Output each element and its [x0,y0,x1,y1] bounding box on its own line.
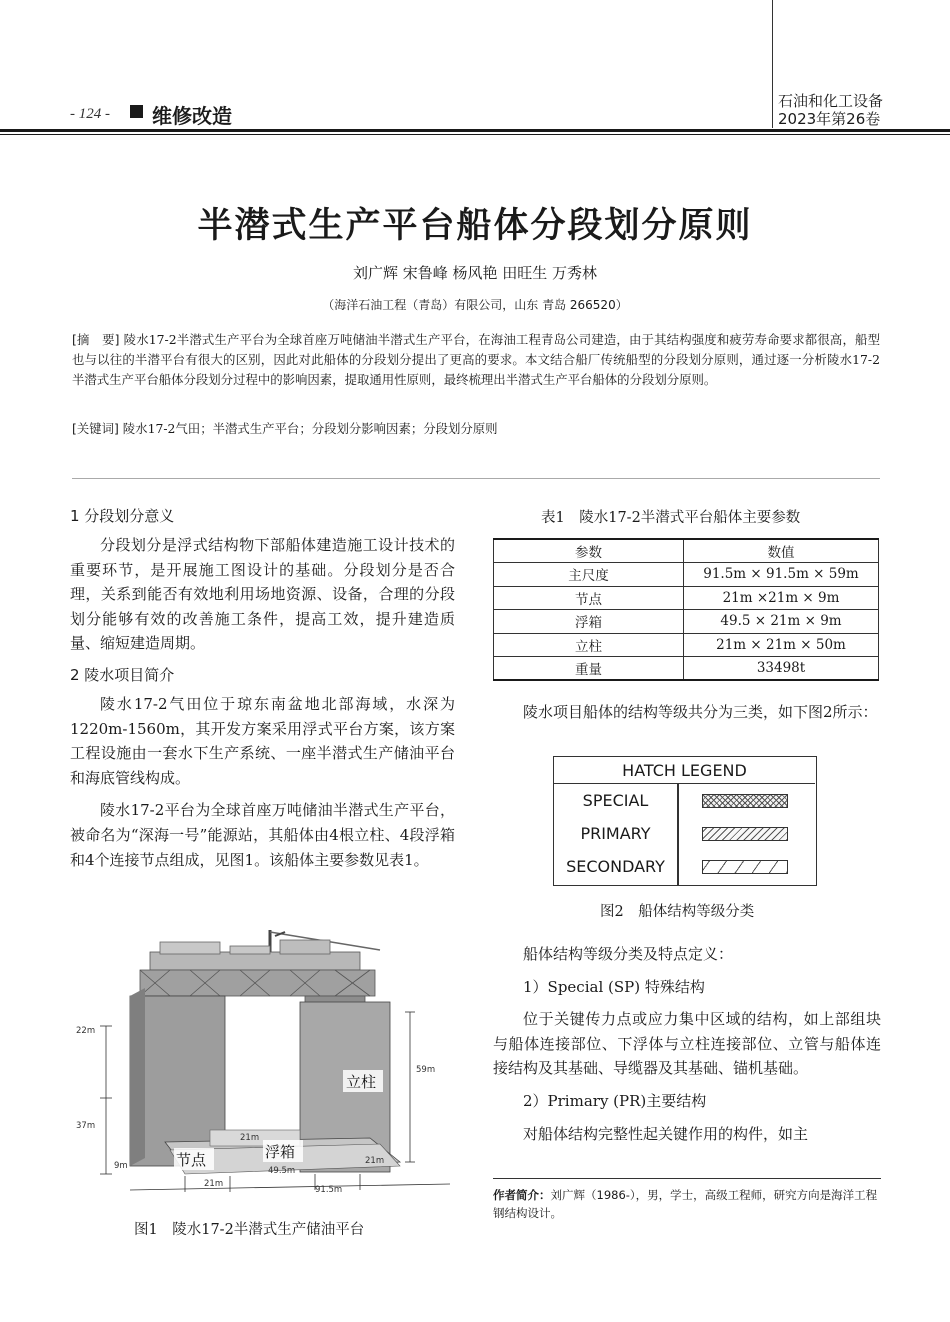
table-row [494,610,879,634]
table-cell: 91.5m × 91.5m × 59m [684,563,879,587]
header-rule-thin [0,134,950,135]
table-cell: 33498t [684,657,879,681]
legend-label-secondary: SECONDARY [566,857,665,876]
table-row [494,633,879,657]
article-title: 半潜式生产平台船体分段划分原则 [197,206,753,246]
article-affiliation: （海洋石油工程（青岛）有限公司，山东 青岛 266520） [322,298,628,312]
grade-definition-intro: 船体结构等级分类及特点定义： [523,945,734,963]
legend-title: HATCH LEGEND [554,757,815,784]
table-header-cell: 数值 [684,539,879,563]
dim-21m-right: 21m [365,1156,385,1166]
dim-9m: 9m [114,1161,128,1171]
keywords [72,419,880,439]
platform-render [70,922,465,1197]
table-cell: 浮箱 [494,610,684,634]
hatch-legend [553,756,817,886]
footnote-rule [493,1178,881,1179]
table-cell: 主尺度 [494,563,684,587]
primary-hatch-swatch [702,827,788,841]
dim-91-5m: 91.5m [315,1185,343,1195]
article-authors: 刘广辉 宋鲁峰 杨风艳 田旺生 万秀林 [352,264,598,282]
table-row [494,586,879,610]
legend-label-primary: PRIMARY [580,824,651,843]
abstract-separator [72,478,880,479]
dim-49-5m: 49.5m [268,1166,296,1176]
left-column [70,505,455,880]
table-cell: 节点 [494,586,684,610]
dim-21m-bottom: 21m [204,1179,224,1189]
right-column-lower [493,942,881,1154]
table-cell: 立柱 [494,633,684,657]
table-cell: 21m × 21m × 50m [684,633,879,657]
author-bio [493,1186,888,1222]
figure-2-caption: 图2 船体结构等级分类 [600,904,755,920]
table-row [494,563,879,587]
primary-structure-text: 对船体结构完整性起关键作用的构件，如主 [523,1124,809,1143]
table-row [494,657,879,681]
section-2-paragraph-1: 陵水17-2气田位于琼东南盆地北部海域，水深为1220m-1560m，其开发方案采用浮式平台方案，该方案工程设施由一套水下生产系统、一座半潜式生产储油平台和海底管线构成。 [70,694,455,787]
keywords-label: [关键词] [72,421,119,436]
special-structure-text: 位于关键传力点或应力集中区域的结构，如上部组块与船体连接部位、下浮体与立柱连接部位、立管与船体连接结构及其基础、导缆器及其基础、锚机基础。 [493,1010,881,1078]
journal-issue: 2023年第26卷 [778,110,881,128]
label-node: 节点 [176,1151,207,1169]
journal-name: 石油和化工设备 [778,92,884,110]
header-rule [0,129,950,132]
page-number: - 124 - [70,106,110,122]
header-divider [772,0,773,128]
column-square-icon [130,105,143,118]
label-pontoon: 浮箱 [265,1143,296,1161]
dim-59m: 59m [416,1065,436,1075]
legend-label-special: SPECIAL [582,791,649,810]
dim-21m-top: 21m [240,1133,260,1143]
figure-1-caption: 图1 陵水17-2半潜式生产储油平台 [134,1222,365,1238]
special-hatch-swatch [702,794,788,808]
secondary-hatch-swatch [702,860,788,874]
table-1-caption: 表1 陵水17-2半潜式平台船体主要参数 [541,510,801,526]
table-header-row [494,539,879,563]
column-name: 维修改造 [152,104,232,128]
table-cell: 21m ×21m × 9m [684,586,879,610]
abstract-label: [摘 要] [72,332,120,347]
abstract [72,330,880,390]
keywords-text: 陵水17-2气田；半潜式生产平台；分段划分影响因素；分段划分原则 [122,421,498,436]
figure-1-platform-image [70,922,465,1197]
table-cell: 49.5 × 21m × 9m [684,610,879,634]
primary-structure-heading: 2）Primary (PR)主要结构 [523,1091,707,1110]
structure-grade-intro: 陵水项目船体的结构等级共分为三类，如下图2所示： [523,703,878,721]
section-2-heading: 2 陵水项目简介 [70,665,175,684]
legend-divider [677,784,679,885]
parameters-table [493,538,879,681]
author-bio-text: 刘广辉（1986-），男，学士，高级工程师，研究方向是海洋工程钢结构设计。 [493,1188,878,1220]
table-cell: 重量 [494,657,684,681]
table-header-cell: 参数 [494,539,684,563]
right-column-upper [493,700,881,733]
dim-22m: 22m [76,1026,96,1036]
abstract-text: 陵水17-2半潜式生产平台为全球首座万吨储油半潜式生产平台，在海油工程青岛公司建造，由于其结构强度和疲劳寿命要求都很高，船型也与以往的半潜平台有很大的区别，因此对此船体的分段划分提出了更高的要求。本文结合船厂传统船型的分段划分原则，通过逐一分析陵水17-2半潜式生产平台船体分段划分过程中的影响因素，提取通用性原则，最终梳理出半潜式生产平台船体的分段划分原则。 [72,332,880,387]
author-bio-label: 作者简介： [493,1188,551,1202]
section-1-heading: 1 分段划分意义 [70,507,175,525]
section-2-paragraph-2: 陵水17-2平台为全球首座万吨储油半潜式生产平台，被命名为“深海一号”能源站，其船体由4根立柱、4段浮箱和4个连接节点组成，见图1。该船体主要参数见表1。 [70,801,455,869]
section-1-paragraph: 分段划分是浮式结构物下部船体建造施工设计技术的重要环节，是开展施工图设计的基础。分段划分是否合理，关系到能否有效地利用场地资源、设备，合理的分段划分能够有效的改善施工条件，提高工效，提升建造质量、缩短建造周期。 [70,536,455,653]
label-column: 立柱 [346,1073,377,1091]
dim-37m: 37m [76,1121,96,1131]
special-structure-heading: 1）Special (SP) 特殊结构 [523,977,705,996]
